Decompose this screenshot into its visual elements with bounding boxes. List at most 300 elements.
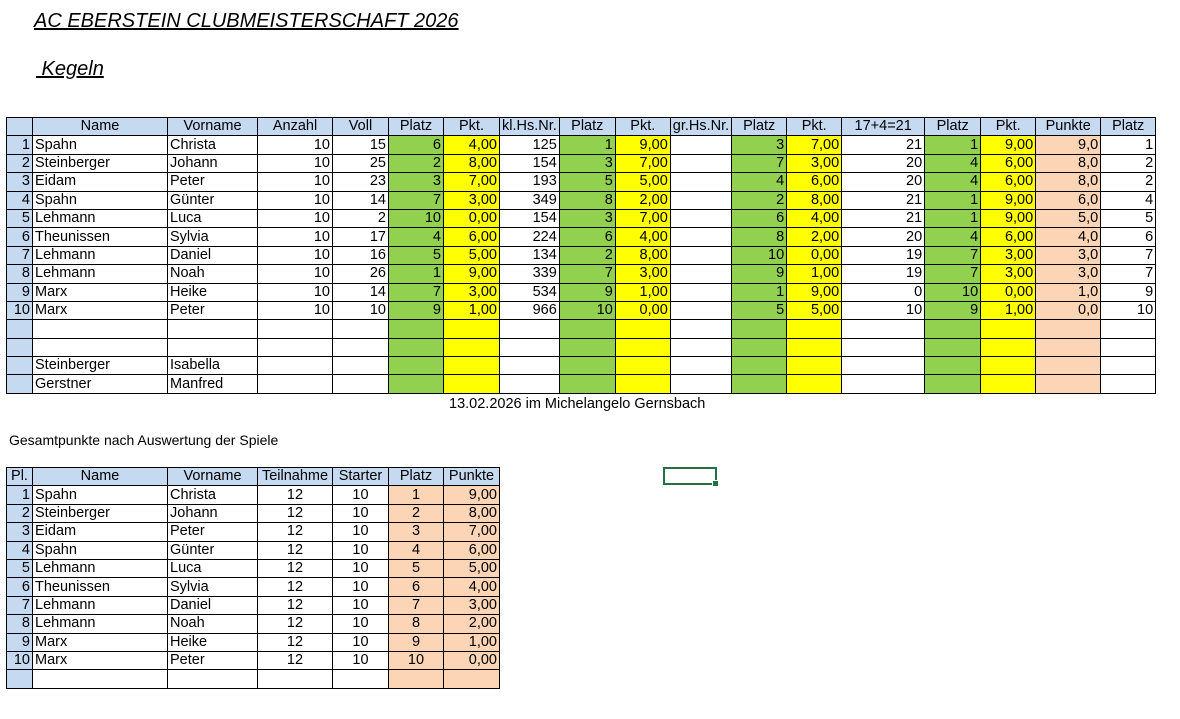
totals-cell-name[interactable]: Theunissen (33, 578, 168, 596)
main-cell-place-3[interactable] (732, 357, 787, 375)
totals-cell-participation[interactable]: 12 (258, 486, 333, 504)
main-cell-points-1[interactable] (444, 357, 500, 375)
totals-header-points[interactable]: Punkte (444, 468, 500, 486)
main-cell-points-3[interactable] (787, 320, 842, 338)
main-cell-place-3[interactable]: 7 (732, 154, 787, 172)
main-cell-count[interactable]: 10 (258, 246, 333, 264)
totals-header-name[interactable]: Name (33, 468, 168, 486)
totals-cell-starters[interactable]: 10 (333, 633, 389, 651)
main-cell-full-score[interactable]: 23 (333, 173, 389, 191)
totals-cell-participation[interactable]: 12 (258, 504, 333, 522)
main-cell-points-3[interactable]: 4,00 (787, 209, 842, 227)
main-cell-place-4[interactable]: 1 (925, 136, 981, 154)
totals-header-first-name[interactable]: Vorname (168, 468, 258, 486)
main-cell-big-house-no[interactable] (670, 320, 731, 338)
main-cell-count[interactable]: 10 (258, 209, 333, 227)
main-cell-place-2[interactable]: 3 (559, 154, 615, 172)
main-cell-points-1[interactable]: 6,00 (444, 228, 500, 246)
main-cell-game-21[interactable]: 20 (842, 154, 925, 172)
main-cell-row-number[interactable]: 7 (7, 246, 33, 264)
main-header-place-4[interactable]: Platz (925, 118, 981, 136)
main-cell-place-4[interactable] (925, 375, 981, 393)
totals-header-place[interactable]: Platz (389, 468, 444, 486)
main-cell-count[interactable] (258, 357, 333, 375)
main-cell-small-house-no[interactable]: 193 (500, 173, 560, 191)
main-cell-full-score[interactable]: 15 (333, 136, 389, 154)
totals-cell-rank[interactable]: 5 (7, 559, 33, 577)
main-cell-place-1[interactable]: 7 (389, 283, 444, 301)
main-cell-place-3[interactable]: 10 (732, 246, 787, 264)
main-cell-place-2[interactable]: 7 (559, 265, 615, 283)
main-cell-row-number[interactable]: 3 (7, 173, 33, 191)
totals-cell-starters[interactable]: 10 (333, 523, 389, 541)
totals-cell-first-name[interactable]: Peter (168, 523, 258, 541)
main-cell-place-2[interactable]: 2 (559, 246, 615, 264)
main-cell-points-4[interactable]: 9,00 (981, 209, 1036, 227)
main-cell-points-2[interactable]: 2,00 (615, 191, 670, 209)
main-cell-points-4[interactable]: 9,00 (981, 191, 1036, 209)
totals-cell-rank[interactable]: 8 (7, 615, 33, 633)
main-cell-place-4[interactable]: 9 (925, 301, 981, 319)
main-cell-place-2[interactable]: 3 (559, 209, 615, 227)
totals-cell-place[interactable]: 8 (389, 615, 444, 633)
main-cell-row-number[interactable]: 9 (7, 283, 33, 301)
totals-cell-rank[interactable]: 4 (7, 541, 33, 559)
totals-cell-points[interactable]: 7,00 (444, 523, 500, 541)
main-cell-overall-place[interactable]: 4 (1101, 191, 1156, 209)
main-cell-points-1[interactable]: 3,00 (444, 191, 500, 209)
main-cell-place-3[interactable]: 6 (732, 209, 787, 227)
main-cell-game-21[interactable]: 19 (842, 265, 925, 283)
main-cell-place-1[interactable]: 10 (389, 209, 444, 227)
main-cell-points-1[interactable]: 7,00 (444, 173, 500, 191)
totals-cell-points[interactable]: 3,00 (444, 596, 500, 614)
totals-cell-place[interactable]: 5 (389, 559, 444, 577)
main-cell-place-3[interactable]: 1 (732, 283, 787, 301)
main-cell-points-3[interactable]: 7,00 (787, 136, 842, 154)
main-cell-points-2[interactable] (615, 338, 670, 356)
main-cell-row-number[interactable]: 1 (7, 136, 33, 154)
main-cell-total-points[interactable]: 9,0 (1036, 136, 1101, 154)
main-cell-full-score[interactable] (333, 338, 389, 356)
main-cell-full-score[interactable]: 14 (333, 191, 389, 209)
totals-cell-participation[interactable] (258, 670, 333, 688)
main-cell-full-score[interactable]: 2 (333, 209, 389, 227)
main-cell-small-house-no[interactable]: 534 (500, 283, 560, 301)
sheet-subtitle[interactable]: Kegeln (36, 58, 104, 80)
totals-cell-participation[interactable]: 12 (258, 541, 333, 559)
main-cell-place-3[interactable]: 5 (732, 301, 787, 319)
main-cell-total-points[interactable]: 5,0 (1036, 209, 1101, 227)
main-cell-place-4[interactable] (925, 357, 981, 375)
totals-cell-starters[interactable]: 10 (333, 541, 389, 559)
main-header-place-1[interactable]: Platz (389, 118, 444, 136)
main-cell-points-4[interactable] (981, 357, 1036, 375)
main-cell-place-1[interactable] (389, 357, 444, 375)
main-header-overall-place[interactable]: Platz (1101, 118, 1156, 136)
main-cell-first-name[interactable]: Christa (168, 136, 258, 154)
main-cell-small-house-no[interactable] (500, 357, 560, 375)
totals-cell-points[interactable]: 4,00 (444, 578, 500, 596)
main-cell-big-house-no[interactable] (670, 301, 731, 319)
main-header-game-21[interactable]: 17+4=21 (842, 118, 925, 136)
main-cell-points-2[interactable]: 7,00 (615, 154, 670, 172)
totals-cell-first-name[interactable]: Noah (168, 615, 258, 633)
main-cell-full-score[interactable]: 14 (333, 283, 389, 301)
main-cell-big-house-no[interactable] (670, 283, 731, 301)
main-cell-count[interactable]: 10 (258, 136, 333, 154)
main-cell-big-house-no[interactable] (670, 375, 731, 393)
selected-cell[interactable] (663, 467, 717, 485)
totals-cell-points[interactable]: 5,00 (444, 559, 500, 577)
main-cell-place-4[interactable]: 4 (925, 154, 981, 172)
totals-cell-place[interactable]: 9 (389, 633, 444, 651)
main-cell-place-4[interactable] (925, 320, 981, 338)
main-cell-points-2[interactable]: 7,00 (615, 209, 670, 227)
main-cell-game-21[interactable]: 21 (842, 136, 925, 154)
main-cell-points-4[interactable] (981, 338, 1036, 356)
fill-handle[interactable] (712, 480, 719, 487)
main-header-place-2[interactable]: Platz (559, 118, 615, 136)
main-cell-name[interactable]: Steinberger (33, 357, 168, 375)
main-cell-points-2[interactable] (615, 320, 670, 338)
main-cell-row-number[interactable] (7, 357, 33, 375)
main-cell-points-1[interactable]: 9,00 (444, 265, 500, 283)
totals-cell-rank[interactable]: 3 (7, 523, 33, 541)
main-cell-full-score[interactable]: 16 (333, 246, 389, 264)
main-header-big-house-no[interactable]: gr.Hs.Nr. (670, 118, 731, 136)
main-cell-first-name[interactable]: Heike (168, 283, 258, 301)
main-cell-place-4[interactable]: 1 (925, 209, 981, 227)
totals-cell-name[interactable]: Lehmann (33, 596, 168, 614)
totals-cell-rank[interactable]: 7 (7, 596, 33, 614)
totals-cell-points[interactable]: 9,00 (444, 486, 500, 504)
main-cell-points-3[interactable]: 0,00 (787, 246, 842, 264)
main-cell-small-house-no[interactable]: 154 (500, 209, 560, 227)
main-cell-total-points[interactable]: 3,0 (1036, 246, 1101, 264)
main-cell-overall-place[interactable] (1101, 320, 1156, 338)
main-cell-big-house-no[interactable] (670, 154, 731, 172)
main-cell-full-score[interactable] (333, 375, 389, 393)
main-cell-total-points[interactable]: 8,0 (1036, 173, 1101, 191)
main-cell-row-number[interactable]: 4 (7, 191, 33, 209)
main-cell-points-4[interactable]: 9,00 (981, 136, 1036, 154)
main-cell-first-name[interactable]: Peter (168, 301, 258, 319)
totals-cell-points[interactable]: 0,00 (444, 651, 500, 669)
main-cell-points-4[interactable] (981, 375, 1036, 393)
main-cell-full-score[interactable] (333, 357, 389, 375)
main-cell-name[interactable]: Lehmann (33, 246, 168, 264)
main-cell-row-number[interactable]: 10 (7, 301, 33, 319)
main-cell-game-21[interactable] (842, 357, 925, 375)
totals-cell-place[interactable]: 2 (389, 504, 444, 522)
totals-cell-name[interactable]: Spahn (33, 541, 168, 559)
main-cell-row-number[interactable] (7, 375, 33, 393)
main-cell-name[interactable] (33, 320, 168, 338)
main-cell-small-house-no[interactable]: 134 (500, 246, 560, 264)
main-cell-points-4[interactable]: 6,00 (981, 154, 1036, 172)
main-cell-small-house-no[interactable]: 349 (500, 191, 560, 209)
main-cell-points-2[interactable]: 4,00 (615, 228, 670, 246)
main-cell-total-points[interactable]: 8,0 (1036, 154, 1101, 172)
main-cell-first-name[interactable]: Günter (168, 191, 258, 209)
main-cell-count[interactable] (258, 338, 333, 356)
main-cell-row-number[interactable]: 6 (7, 228, 33, 246)
main-cell-place-3[interactable]: 4 (732, 173, 787, 191)
main-cell-overall-place[interactable]: 1 (1101, 136, 1156, 154)
totals-cell-place[interactable]: 1 (389, 486, 444, 504)
main-cell-place-1[interactable]: 4 (389, 228, 444, 246)
totals-cell-place[interactable]: 10 (389, 651, 444, 669)
main-header-place-3[interactable]: Platz (732, 118, 787, 136)
totals-cell-first-name[interactable]: Johann (168, 504, 258, 522)
main-cell-game-21[interactable]: 20 (842, 228, 925, 246)
totals-cell-rank[interactable]: 9 (7, 633, 33, 651)
main-header-points-3[interactable]: Pkt. (787, 118, 842, 136)
main-cell-count[interactable] (258, 375, 333, 393)
main-cell-row-number[interactable] (7, 338, 33, 356)
main-cell-overall-place[interactable]: 2 (1101, 154, 1156, 172)
totals-cell-name[interactable]: Eidam (33, 523, 168, 541)
main-cell-first-name[interactable]: Isabella (168, 357, 258, 375)
totals-cell-points[interactable] (444, 670, 500, 688)
totals-cell-first-name[interactable]: Sylvia (168, 578, 258, 596)
totals-cell-first-name[interactable]: Heike (168, 633, 258, 651)
main-cell-name[interactable]: Lehmann (33, 209, 168, 227)
main-cell-name[interactable]: Eidam (33, 173, 168, 191)
main-cell-place-2[interactable]: 6 (559, 228, 615, 246)
main-cell-place-1[interactable]: 5 (389, 246, 444, 264)
main-cell-place-1[interactable] (389, 338, 444, 356)
totals-cell-place[interactable] (389, 670, 444, 688)
totals-cell-first-name[interactable]: Günter (168, 541, 258, 559)
main-cell-full-score[interactable]: 25 (333, 154, 389, 172)
totals-cell-name[interactable]: Lehmann (33, 559, 168, 577)
main-cell-place-2[interactable] (559, 375, 615, 393)
main-header-name[interactable]: Name (33, 118, 168, 136)
main-cell-small-house-no[interactable]: 966 (500, 301, 560, 319)
totals-cell-participation[interactable]: 12 (258, 559, 333, 577)
totals-cell-first-name[interactable]: Luca (168, 559, 258, 577)
main-cell-place-4[interactable] (925, 338, 981, 356)
main-cell-overall-place[interactable]: 6 (1101, 228, 1156, 246)
main-header-points-1[interactable]: Pkt. (444, 118, 500, 136)
main-cell-points-2[interactable]: 8,00 (615, 246, 670, 264)
main-cell-count[interactable]: 10 (258, 265, 333, 283)
main-cell-points-2[interactable] (615, 357, 670, 375)
main-cell-place-2[interactable]: 10 (559, 301, 615, 319)
main-cell-first-name[interactable] (168, 338, 258, 356)
main-cell-points-2[interactable]: 0,00 (615, 301, 670, 319)
main-cell-big-house-no[interactable] (670, 209, 731, 227)
main-cell-overall-place[interactable]: 2 (1101, 173, 1156, 191)
main-cell-full-score[interactable]: 17 (333, 228, 389, 246)
main-cell-points-3[interactable]: 1,00 (787, 265, 842, 283)
totals-cell-points[interactable]: 8,00 (444, 504, 500, 522)
main-cell-name[interactable]: Spahn (33, 191, 168, 209)
totals-cell-participation[interactable]: 12 (258, 578, 333, 596)
main-cell-count[interactable]: 10 (258, 191, 333, 209)
main-cell-game-21[interactable]: 21 (842, 209, 925, 227)
main-cell-place-3[interactable] (732, 320, 787, 338)
main-cell-overall-place[interactable] (1101, 375, 1156, 393)
main-cell-place-1[interactable]: 1 (389, 265, 444, 283)
main-cell-points-4[interactable]: 0,00 (981, 283, 1036, 301)
main-cell-place-1[interactable] (389, 375, 444, 393)
totals-cell-place[interactable]: 3 (389, 523, 444, 541)
totals-cell-participation[interactable]: 12 (258, 633, 333, 651)
main-cell-points-2[interactable]: 3,00 (615, 265, 670, 283)
totals-cell-first-name[interactable]: Christa (168, 486, 258, 504)
main-cell-small-house-no[interactable]: 339 (500, 265, 560, 283)
totals-cell-starters[interactable]: 10 (333, 615, 389, 633)
main-cell-name[interactable]: Steinberger (33, 154, 168, 172)
main-cell-place-3[interactable]: 9 (732, 265, 787, 283)
totals-cell-rank[interactable]: 1 (7, 486, 33, 504)
totals-cell-first-name[interactable]: Peter (168, 651, 258, 669)
main-cell-place-3[interactable] (732, 338, 787, 356)
main-cell-place-4[interactable]: 7 (925, 265, 981, 283)
totals-cell-points[interactable]: 1,00 (444, 633, 500, 651)
main-cell-total-points[interactable]: 0,0 (1036, 301, 1101, 319)
main-cell-place-2[interactable]: 5 (559, 173, 615, 191)
main-cell-game-21[interactable] (842, 320, 925, 338)
main-cell-place-2[interactable]: 1 (559, 136, 615, 154)
totals-cell-name[interactable]: Steinberger (33, 504, 168, 522)
main-header-points-4[interactable]: Pkt. (981, 118, 1036, 136)
main-header-small-house-no[interactable]: kl.Hs.Nr. (500, 118, 560, 136)
main-cell-points-4[interactable]: 3,00 (981, 265, 1036, 283)
main-header-row-number[interactable] (7, 118, 33, 136)
main-cell-points-3[interactable] (787, 357, 842, 375)
totals-cell-name[interactable]: Marx (33, 651, 168, 669)
event-date-location[interactable]: 13.02.2026 im Michelangelo Gernsbach (449, 396, 706, 412)
main-cell-small-house-no[interactable]: 125 (500, 136, 560, 154)
main-cell-first-name[interactable]: Sylvia (168, 228, 258, 246)
main-cell-big-house-no[interactable] (670, 357, 731, 375)
main-cell-place-2[interactable]: 8 (559, 191, 615, 209)
main-cell-big-house-no[interactable] (670, 228, 731, 246)
totals-cell-name[interactable]: Marx (33, 633, 168, 651)
main-header-total-points[interactable]: Punkte (1036, 118, 1101, 136)
totals-cell-starters[interactable] (333, 670, 389, 688)
main-cell-points-2[interactable]: 1,00 (615, 283, 670, 301)
totals-caption[interactable]: Gesamtpunkte nach Auswertung der Spiele (9, 432, 279, 448)
main-cell-overall-place[interactable]: 9 (1101, 283, 1156, 301)
main-cell-game-21[interactable]: 0 (842, 283, 925, 301)
totals-cell-starters[interactable]: 10 (333, 504, 389, 522)
main-cell-place-1[interactable] (389, 320, 444, 338)
main-cell-name[interactable] (33, 338, 168, 356)
totals-cell-starters[interactable]: 10 (333, 651, 389, 669)
main-cell-place-1[interactable]: 9 (389, 301, 444, 319)
main-cell-total-points[interactable]: 3,0 (1036, 265, 1101, 283)
main-cell-points-4[interactable]: 1,00 (981, 301, 1036, 319)
main-cell-place-3[interactable]: 8 (732, 228, 787, 246)
main-cell-big-house-no[interactable] (670, 338, 731, 356)
main-cell-place-2[interactable] (559, 338, 615, 356)
main-cell-place-2[interactable] (559, 320, 615, 338)
main-cell-place-2[interactable]: 9 (559, 283, 615, 301)
main-cell-big-house-no[interactable] (670, 173, 731, 191)
main-cell-row-number[interactable]: 5 (7, 209, 33, 227)
main-cell-points-2[interactable]: 9,00 (615, 136, 670, 154)
totals-cell-name[interactable]: Spahn (33, 486, 168, 504)
main-cell-place-4[interactable]: 4 (925, 173, 981, 191)
main-cell-first-name[interactable] (168, 320, 258, 338)
totals-cell-rank[interactable] (7, 670, 33, 688)
main-cell-name[interactable]: Theunissen (33, 228, 168, 246)
main-cell-points-1[interactable]: 3,00 (444, 283, 500, 301)
totals-cell-rank[interactable]: 2 (7, 504, 33, 522)
main-cell-total-points[interactable]: 4,0 (1036, 228, 1101, 246)
main-cell-overall-place[interactable] (1101, 338, 1156, 356)
main-cell-points-2[interactable] (615, 375, 670, 393)
main-cell-first-name[interactable]: Luca (168, 209, 258, 227)
totals-cell-first-name[interactable] (168, 670, 258, 688)
main-cell-small-house-no[interactable] (500, 338, 560, 356)
totals-cell-participation[interactable]: 12 (258, 615, 333, 633)
main-cell-first-name[interactable]: Daniel (168, 246, 258, 264)
main-cell-points-1[interactable]: 4,00 (444, 136, 500, 154)
main-cell-place-4[interactable]: 4 (925, 228, 981, 246)
main-cell-points-3[interactable] (787, 338, 842, 356)
main-cell-points-3[interactable]: 3,00 (787, 154, 842, 172)
main-cell-overall-place[interactable]: 7 (1101, 246, 1156, 264)
main-cell-name[interactable]: Lehmann (33, 265, 168, 283)
main-cell-points-2[interactable]: 5,00 (615, 173, 670, 191)
main-cell-total-points[interactable] (1036, 357, 1101, 375)
totals-cell-starters[interactable]: 10 (333, 596, 389, 614)
main-cell-big-house-no[interactable] (670, 246, 731, 264)
main-cell-small-house-no[interactable] (500, 375, 560, 393)
totals-cell-points[interactable]: 6,00 (444, 541, 500, 559)
main-cell-full-score[interactable]: 10 (333, 301, 389, 319)
main-cell-total-points[interactable]: 1,0 (1036, 283, 1101, 301)
main-cell-count[interactable]: 10 (258, 283, 333, 301)
main-cell-total-points[interactable] (1036, 320, 1101, 338)
main-cell-count[interactable]: 10 (258, 173, 333, 191)
main-cell-name[interactable]: Marx (33, 301, 168, 319)
main-cell-overall-place[interactable]: 5 (1101, 209, 1156, 227)
main-cell-big-house-no[interactable] (670, 136, 731, 154)
main-cell-points-1[interactable] (444, 320, 500, 338)
main-cell-full-score[interactable]: 26 (333, 265, 389, 283)
main-cell-points-3[interactable]: 8,00 (787, 191, 842, 209)
main-cell-points-4[interactable]: 6,00 (981, 173, 1036, 191)
main-cell-place-3[interactable]: 3 (732, 136, 787, 154)
totals-cell-place[interactable]: 4 (389, 541, 444, 559)
main-cell-overall-place[interactable] (1101, 357, 1156, 375)
totals-cell-name[interactable]: Lehmann (33, 615, 168, 633)
main-cell-count[interactable]: 10 (258, 228, 333, 246)
main-header-points-2[interactable]: Pkt. (615, 118, 670, 136)
main-cell-place-2[interactable] (559, 357, 615, 375)
totals-cell-name[interactable] (33, 670, 168, 688)
main-cell-big-house-no[interactable] (670, 191, 731, 209)
main-cell-first-name[interactable]: Peter (168, 173, 258, 191)
totals-cell-place[interactable]: 7 (389, 596, 444, 614)
main-cell-big-house-no[interactable] (670, 265, 731, 283)
totals-cell-starters[interactable]: 10 (333, 578, 389, 596)
main-cell-full-score[interactable] (333, 320, 389, 338)
main-cell-name[interactable]: Marx (33, 283, 168, 301)
main-cell-place-1[interactable]: 6 (389, 136, 444, 154)
totals-cell-place[interactable]: 6 (389, 578, 444, 596)
main-cell-total-points[interactable]: 6,0 (1036, 191, 1101, 209)
main-cell-row-number[interactable] (7, 320, 33, 338)
totals-cell-rank[interactable]: 10 (7, 651, 33, 669)
